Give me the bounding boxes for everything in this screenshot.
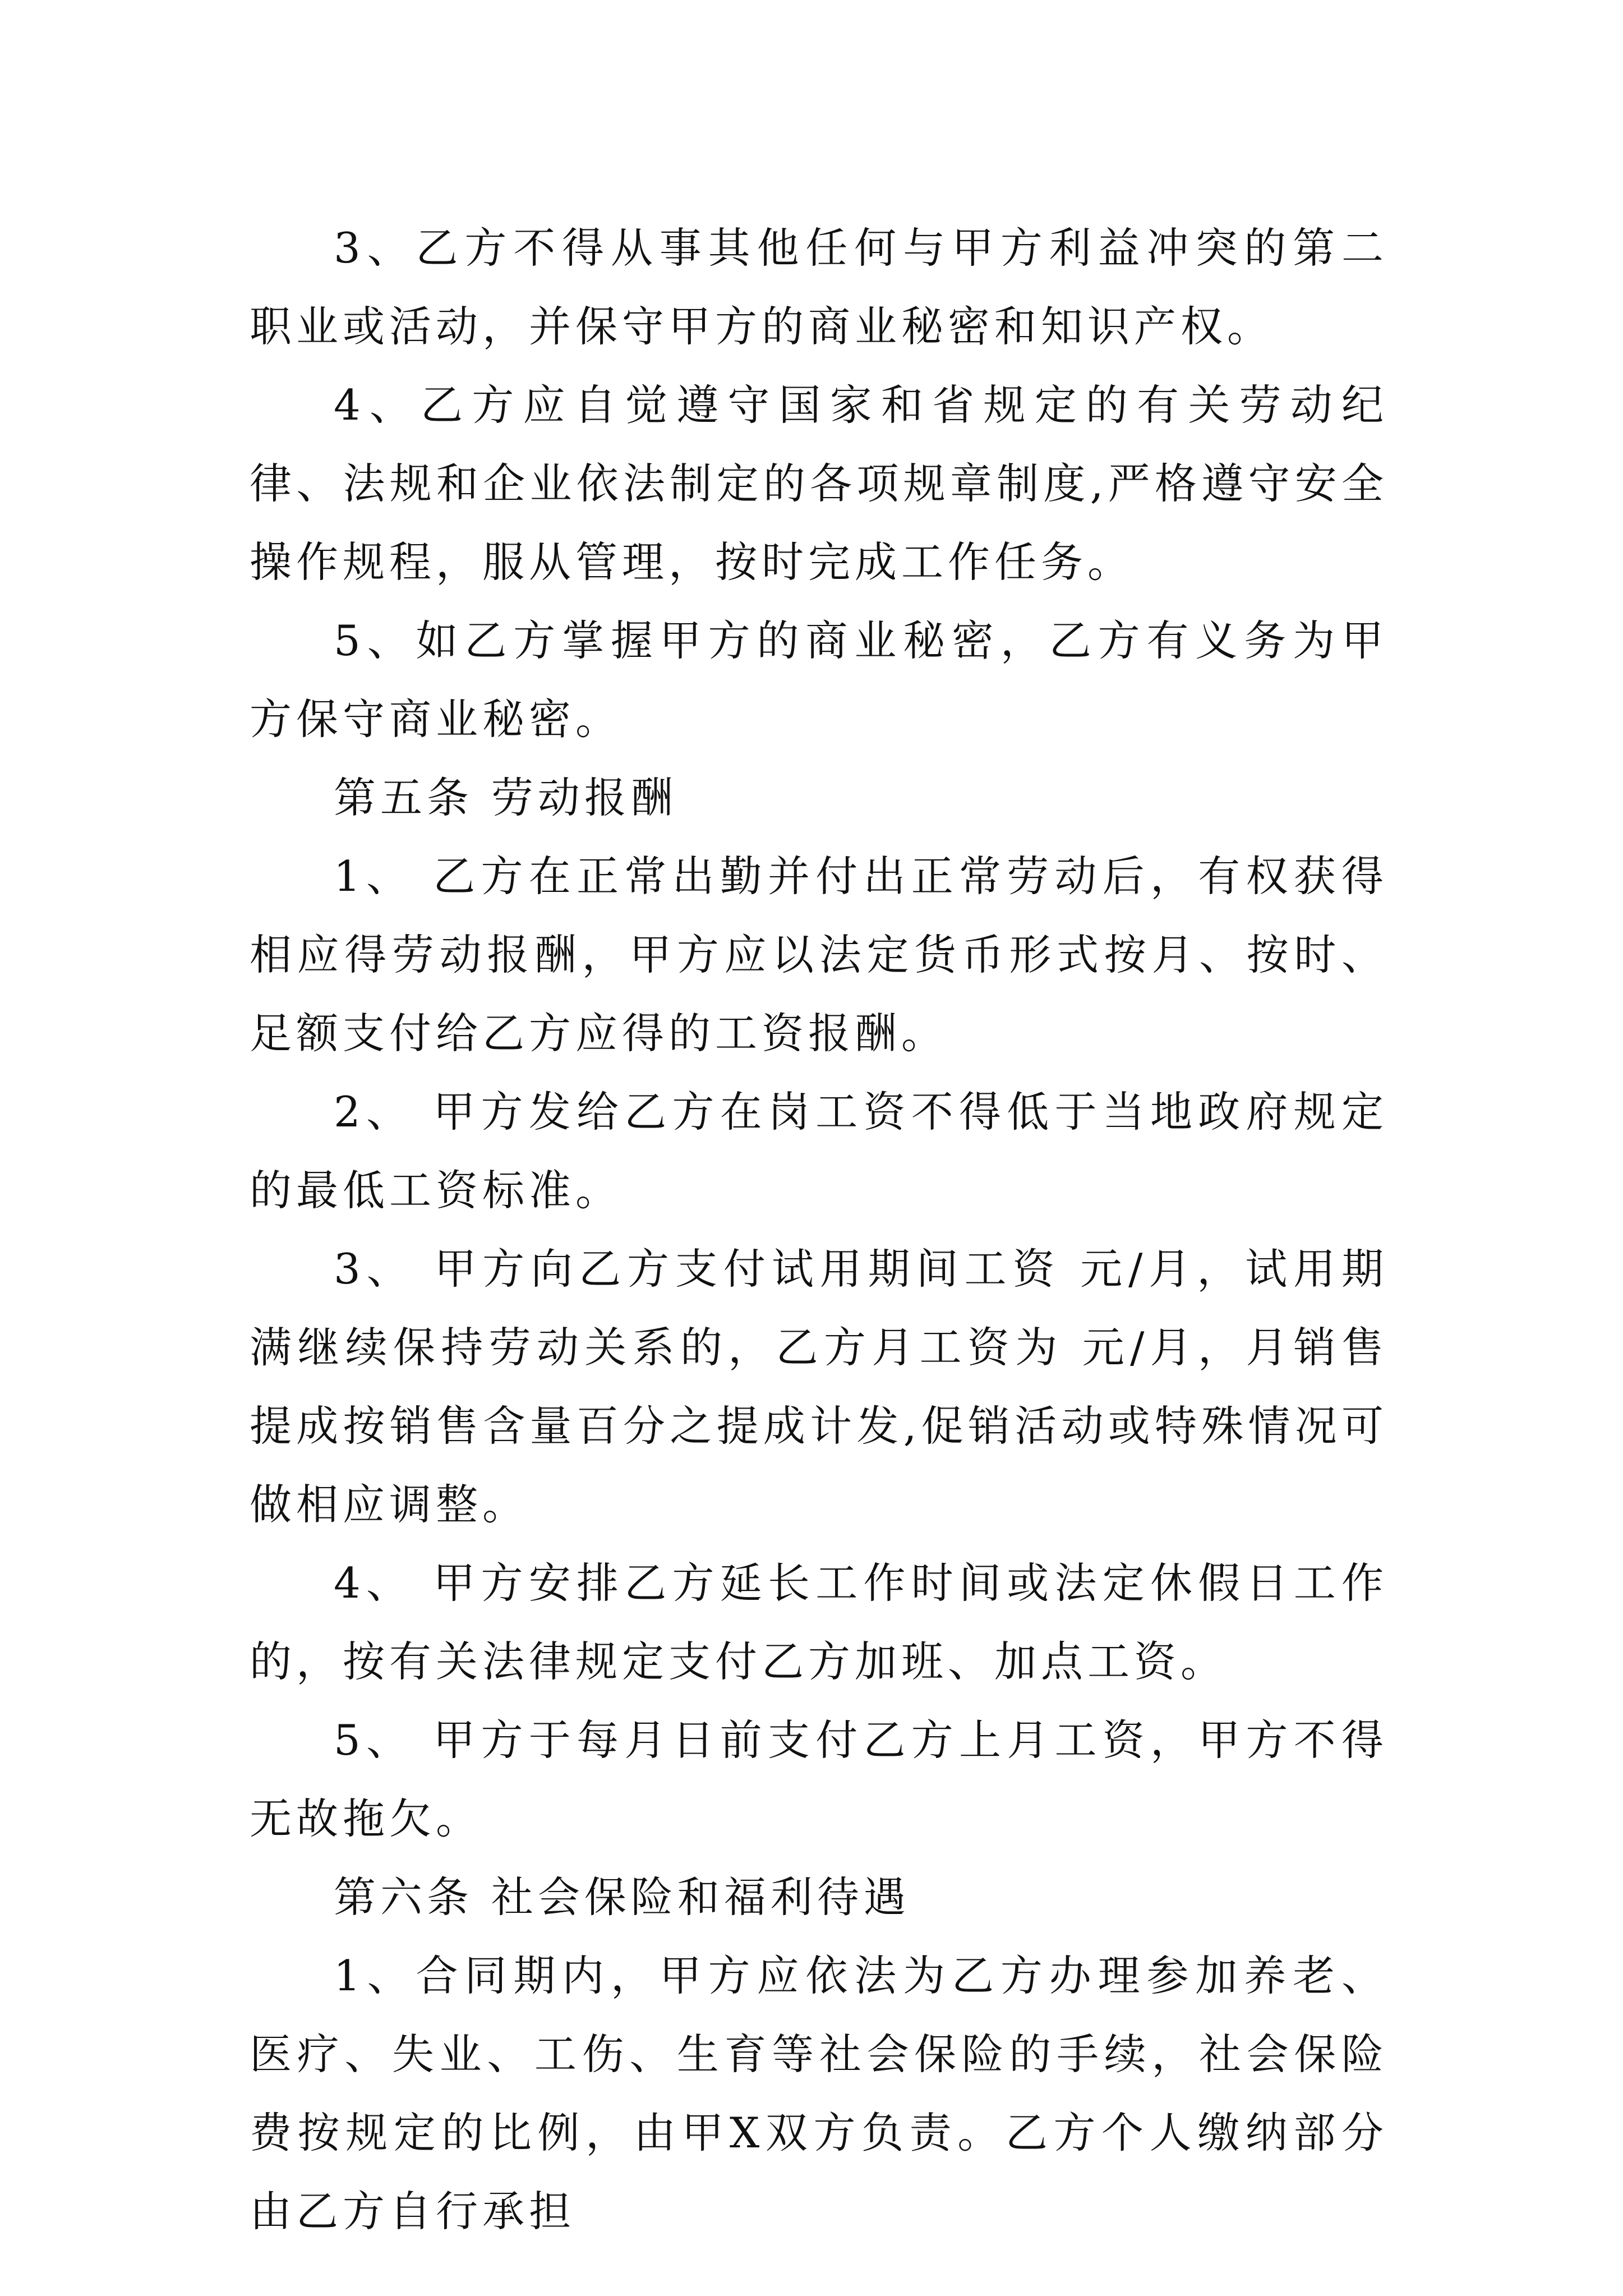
clause-5-item-2: 2、 甲方发给乙方在岗工资不得低于当地政府规定的最低工资标准。: [250, 1087, 1388, 1215]
clause-4-item-4: 4、乙方应自觉遵守国家和省规定的有关劳动纪律、法规和企业依法制定的各项规章制度,严格遵守安全操作规程，服从管理，按时完成工作任务。: [250, 380, 1388, 587]
clause-4-item-5: 5、如乙方掌握甲方的商业秘密，乙方有义务为甲方保守商业秘密。: [250, 616, 1388, 744]
clause-6-item-1: 1、合同期内，甲方应依法为乙方办理参加养老、医疗、失业、工伤、生育等社会保险的手续，社会保险费按规定的比例，由甲X双方负责。乙方个人缴纳部分由乙方自行承担: [250, 1951, 1388, 2236]
clause-5-item-3: 3、 甲方向乙方支付试用期间工资 元/月，试用期满继续保持劳动关系的，乙方月工资为 元/月，月销售提成按销售含量百分之提成计发,促销活动或特殊情况可做相应调整。: [250, 1244, 1388, 1529]
clause-5-item-4: 4、 甲方安排乙方延长工作时间或法定休假日工作的，按有关法律规定支付乙方加班、加点工资。: [250, 1558, 1388, 1686]
document-body: [250, 209, 1388, 2251]
clause-5-item-5: 5、 甲方于每月日前支付乙方上月工资，甲方不得无故拖欠。: [250, 1715, 1388, 1843]
section-heading-article-5: 第五条 劳动报酬: [334, 773, 677, 822]
clause-4-item-3: 3、乙方不得从事其他任何与甲方利益冲突的第二职业或活动，并保守甲方的商业秘密和知识产权。: [250, 223, 1388, 351]
section-heading-article-6: 第六条 社会保险和福利待遇: [334, 1872, 910, 1922]
clause-5-item-1: 1、 乙方在正常出勤并付出正常劳动后，有权获得相应得劳动报酬，甲方应以法定货币形式按月、按时、足额支付给乙方应得的工资报酬。: [250, 852, 1388, 1058]
